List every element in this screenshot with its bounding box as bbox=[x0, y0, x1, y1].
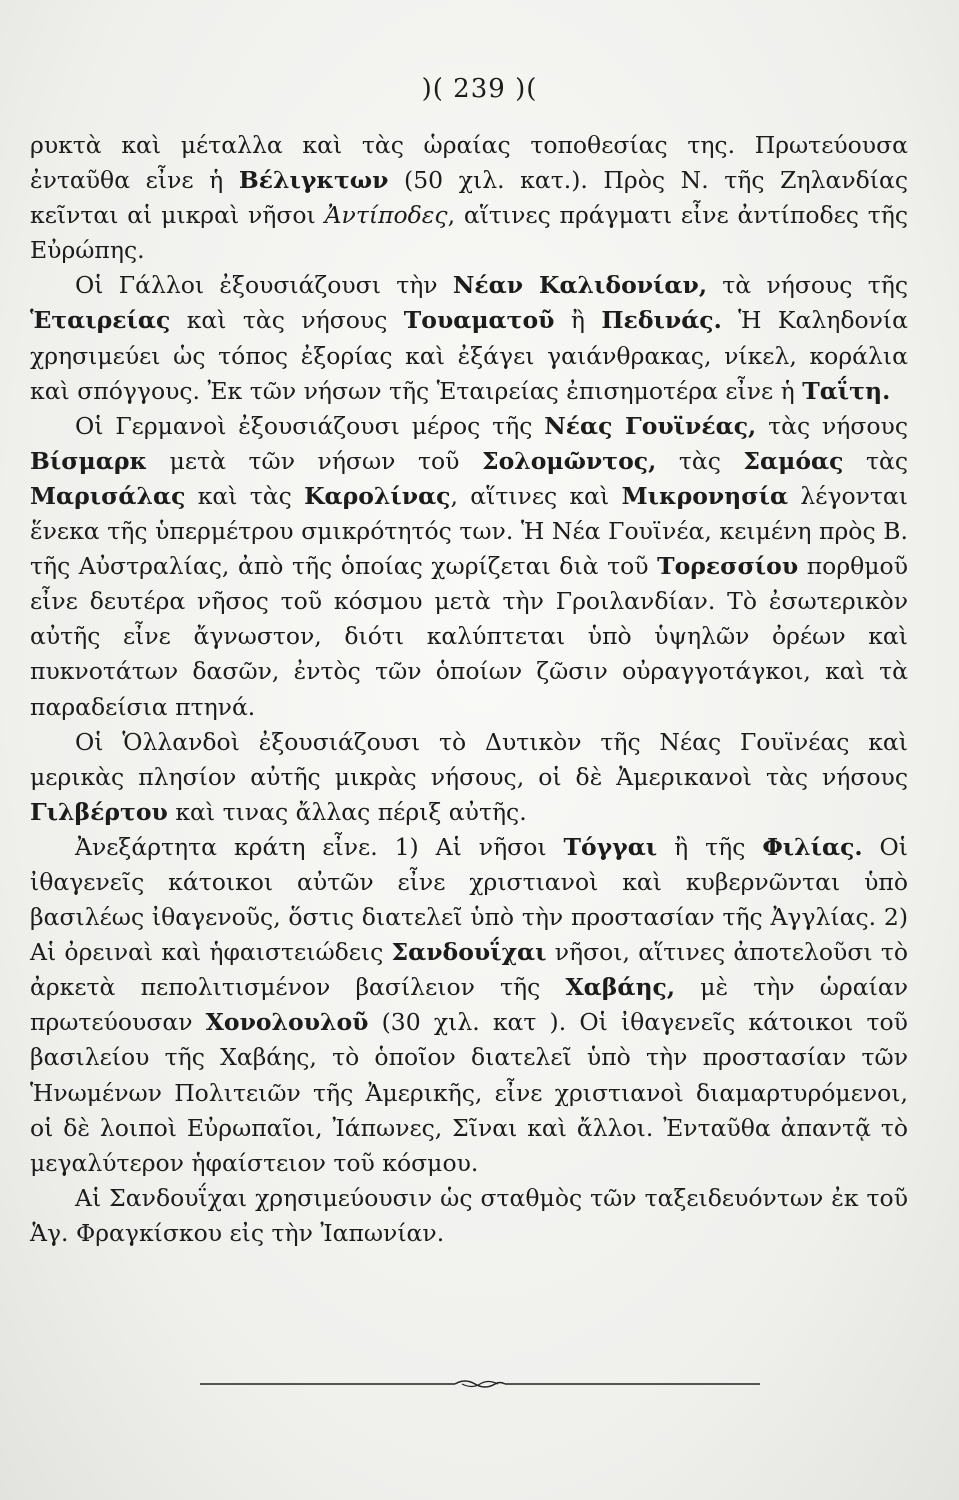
bold-place-name: Πεδινάς. bbox=[601, 306, 722, 335]
text-run: καὶ τὰς bbox=[185, 481, 305, 510]
text-run: καὶ τινας ἄλλας πέριξ αὐτῆς. bbox=[167, 797, 527, 826]
bold-place-name: Τορεσσίου bbox=[657, 552, 799, 581]
text-run: ἢ bbox=[554, 306, 602, 335]
bold-place-name: Φιλίας. bbox=[762, 832, 863, 861]
text-run: Οἱ Γερμανοὶ ἐξουσιάζουσι μέρος τῆς bbox=[75, 411, 545, 440]
text-run: τὰς bbox=[843, 446, 908, 475]
text-run: ἢ τῆς bbox=[657, 832, 763, 861]
text-run: τὰς νήσους bbox=[756, 411, 908, 440]
page-number: )( 239 )( bbox=[421, 74, 538, 104]
bold-place-name: Σολομῶντος, bbox=[481, 446, 657, 475]
paragraph-6 bbox=[30, 1181, 908, 1251]
italic-place-name: Ἀντίποδες bbox=[324, 201, 448, 230]
bold-place-name: Χονολουλοῦ bbox=[205, 1008, 369, 1037]
bold-place-name: Νέαν Καλιδονίαν, bbox=[452, 271, 708, 300]
text-run: νῆσοι, αἵτινες ἀποτελοῦσι τὸ ἀρκετὰ πεπολιτισμένον βασίλειον τῆς bbox=[30, 938, 908, 1002]
bold-place-name: Χαβάης, bbox=[565, 973, 676, 1002]
bold-place-name: Γιλβέρτου bbox=[30, 797, 168, 826]
text-run: τὰ νήσους τῆς bbox=[707, 271, 909, 300]
body-text bbox=[30, 128, 908, 1251]
text-run: πορθμοῦ εἶνε δευτέρα νῆσος τοῦ κόσμου μετὰ τὴν Γροιλανδίαν. Τὸ ἐσωτερικὸν αὐτῆς εἶνε ἄγνωστον, διότι καλύπτεται ὑπὸ ὑψηλῶν ὀρέων καὶ πυκνοτάτων δασῶν, ἐντὸς τῶν ὁποίων ζῶσιν οὐραγγοτάγκοι, καὶ τὰ παραδείσια πτηνά. bbox=[30, 552, 908, 721]
bold-place-name: Βίσμαρκ bbox=[30, 446, 148, 475]
bold-place-name: Νέας Γουϊνέας, bbox=[544, 411, 757, 440]
text-run: τὰς bbox=[656, 446, 744, 475]
text-run: Οἱ ἰθαγενεῖς κάτοικοι αὐτῶν εἶνε χριστιανοὶ καὶ κυβερνῶνται ὑπὸ βασιλέως ἰθαγενοῦς, ὅστις διατελεῖ ὑπὸ τὴν προστασίαν τῆς Ἀγγλίας. 2) Αἱ ὀρειναὶ καὶ ἡφαιστειώδεις bbox=[30, 832, 908, 967]
bold-place-name: Βέλιγκτων bbox=[238, 166, 389, 195]
text-run: Ἀνεξάρτητα κράτη εἶνε. 1) Αἱ νῆσοι bbox=[75, 832, 564, 861]
text-run: λέγονται ἕνεκα τῆς ὑπερμέτρου σμικρότητός των. Ἡ Νέα Γουϊνέα, κειμένη πρὸς Β. τῆς Αὐστραλίας, ἀπὸ τῆς ὁποίας χωρίζεται διὰ τοῦ bbox=[30, 481, 909, 581]
text-run: Οἱ Γάλλοι ἐξουσιάζουσι τὴν bbox=[75, 271, 453, 300]
paragraph-3 bbox=[30, 409, 908, 725]
bold-place-name: Καρολίνας bbox=[304, 481, 451, 510]
text-run: ρυκτὰ καὶ μέταλλα καὶ τὰς ὡραίας τοποθεσίας της. Πρωτεύουσα ἐνταῦθα εἶνε ἡ bbox=[30, 131, 908, 195]
text-run: μὲ τὴν ὡραίαν πρωτεύουσαν bbox=[30, 973, 908, 1037]
text-run: Οἱ Ὁλλανδοὶ ἐξουσιάζουσι τὸ Δυτικὸν τῆς Νέας Γουϊνέας καὶ μερικὰς πλησίον αὐτῆς μικρὰς νήσους, οἱ δὲ Ἀμερικανοὶ τὰς νήσους bbox=[30, 727, 908, 791]
bold-place-name: Μικρονησία bbox=[621, 481, 789, 510]
text-run: (50 χιλ. κατ.). Πρὸς Ν. τῆς Ζηλανδίας κεῖνται αἱ μικραὶ νῆσοι bbox=[30, 166, 908, 230]
bold-place-name: Τουαματοῦ bbox=[403, 306, 555, 335]
paragraph-2 bbox=[30, 268, 908, 408]
bold-place-name: Μαρισάλας bbox=[30, 481, 186, 510]
ornament-divider bbox=[200, 1377, 760, 1391]
bold-place-name: Ταΐτη. bbox=[802, 376, 891, 405]
text-run: , αἵτινες πράγματι εἶνε ἀντίποδες τῆς Εὐρώπης. bbox=[30, 201, 908, 265]
text-run: (30 χιλ. κατ ). Οἱ ἰθαγενεῖς κάτοικοι τοῦ βασιλείου τῆς Χαβάης, τὸ ὁποῖον διατελεῖ ὑπὸ τὴν προστασίαν τῶν Ἡνωμένων Πολιτειῶν τῆς Ἀμερικῆς, εἶνε χριστιανοὶ διαμαρτυρόμενοι, οἱ δὲ λοιποὶ Εὐρωπαῖοι, Ἰάπωνες, Σῖναι καὶ ἄλλοι. Ἐνταῦθα ἀπαντᾷ τὸ μεγαλύτερον ἡφαίστειον τοῦ κόσμου. bbox=[30, 1008, 908, 1177]
bold-place-name: Τόγγαι bbox=[563, 832, 658, 861]
text-run: , αἵτινες καὶ bbox=[450, 481, 622, 510]
paragraph-5 bbox=[30, 830, 908, 1181]
text-run: καὶ τὰς νήσους bbox=[170, 306, 404, 335]
text-run: Ἡ Καληδονία χρησιμεύει ὡς τόπος ἐξορίας καὶ ἐξάγει γαιάνθρακας, νίκελ, κοράλια καὶ σπόγγους. Ἐκ τῶν νήσων τῆς Ἑταιρείας ἐπισημοτέρα εἶνε ἡ bbox=[30, 306, 908, 405]
bold-place-name: Σαμόας bbox=[743, 446, 844, 475]
text-run: Αἱ Σανδουΐχαι χρησιμεύουσιν ὡς σταθμὸς τῶν ταξειδευόντων ἐκ τοῦ Ἁγ. Φραγκίσκου εἰς τὴν Ἰαπωνίαν. bbox=[30, 1183, 908, 1247]
paragraph-4 bbox=[30, 725, 908, 830]
bold-place-name: Ἑταιρείας bbox=[30, 306, 171, 335]
bold-place-name: Σανδουΐχαι bbox=[391, 938, 547, 967]
paragraph-1 bbox=[30, 128, 908, 268]
text-run: μετὰ τῶν νήσων τοῦ bbox=[147, 446, 482, 475]
